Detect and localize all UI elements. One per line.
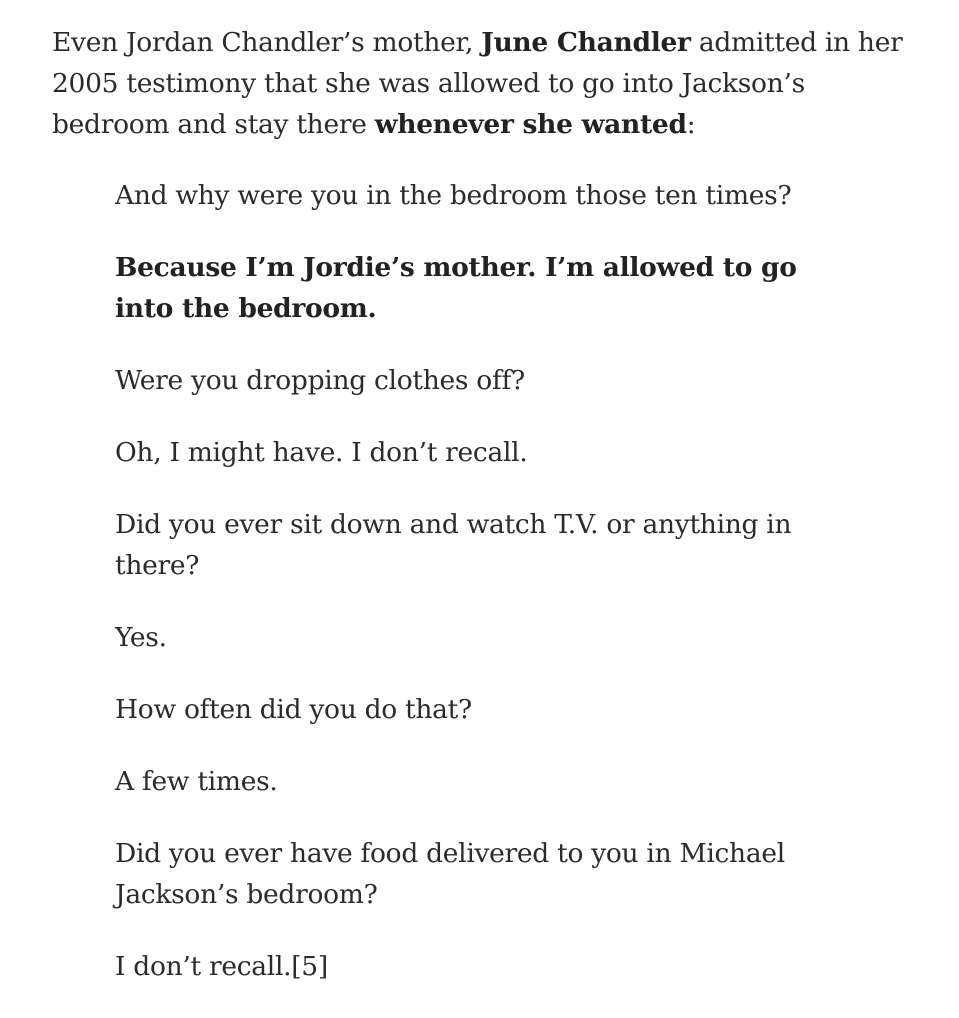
intro-text-3: : bbox=[686, 109, 696, 140]
quote-line: And why were you in the bedroom those ten times? bbox=[115, 180, 792, 211]
quote-line: Oh, I might have. I don’t recall. bbox=[115, 437, 528, 468]
quote-line: A few times. bbox=[115, 766, 278, 797]
quote-line: Yes. bbox=[115, 622, 167, 653]
quote-line-last bbox=[115, 946, 815, 987]
quote-line: Were you dropping clothes off? bbox=[115, 365, 525, 396]
intro-paragraph bbox=[52, 22, 912, 145]
quote-line-bold: Because I’m Jordie’s mother. I’m allowed to go into the bedroom. bbox=[115, 252, 797, 324]
intro-name: June Chandler bbox=[481, 27, 691, 58]
quote-line: Did you ever have food delivered to you in Michael Jackson’s bedroom? bbox=[115, 838, 785, 910]
intro-text-2: admitted in her 2005 testimony that she was allowed to go into Jackson’s bedroom and stay there bbox=[52, 27, 903, 140]
quote-line: Did you ever sit down and watch T.V. or anything in there? bbox=[115, 509, 792, 581]
intro-text-1: Even Jordan Chandler’s mother, bbox=[52, 27, 482, 58]
footnote-reference-link[interactable]: [5] bbox=[291, 951, 328, 982]
quote-line: How often did you do that? bbox=[115, 694, 472, 725]
quote-line-text: I don’t recall. bbox=[115, 951, 292, 982]
intro-emphasis: whenever she wanted bbox=[374, 109, 687, 140]
testimony-blockquote bbox=[115, 175, 815, 1018]
